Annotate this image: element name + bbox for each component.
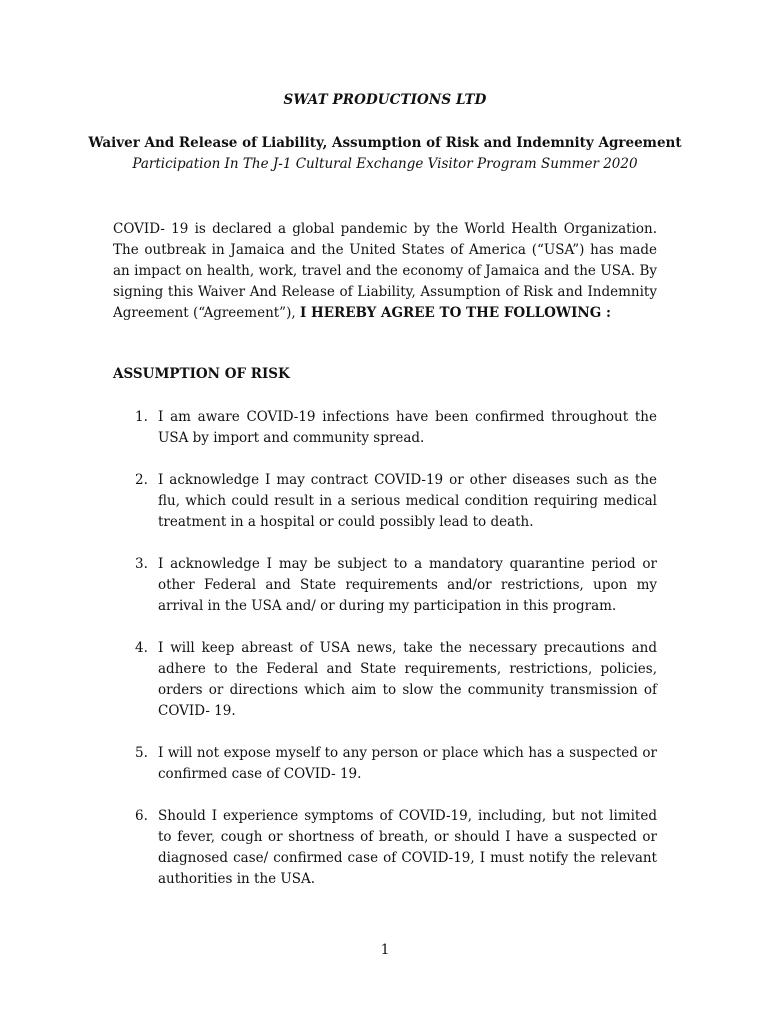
company-name: SWAT PRODUCTIONS LTD: [283, 92, 487, 108]
intro-text: COVID- 19 is declared a global pandemic by the World Health Organization. The outbreak in Jamaica and the United States of America (“USA”) has made an impact on health, work, travel and the economy of Jamaica and the USA. By signing this Waiver And Release of Liability, Assumption of Risk and Indemnity Agreement (“Agreement”),: [113, 221, 657, 321]
list-item-text: Should I experience symptoms of COVID-19, including, but not limited to fever, cough or shortness of breath, or should I have a suspected or diagnosed case/ confirmed case of COVID-19, I must notify the relevant authorities in the USA.: [158, 808, 657, 887]
list-item-number: 5.: [135, 745, 148, 761]
page-number: 1: [380, 942, 390, 958]
list-item: [113, 806, 657, 890]
intro-paragraph: [113, 219, 657, 324]
list-item-number: 1.: [135, 409, 148, 425]
list-item-text: I am aware COVID-19 infections have been confirmed throughout the USA by import and community spread.: [158, 409, 657, 446]
section-heading: ASSUMPTION OF RISK: [113, 366, 290, 382]
list-item-number: 6.: [135, 808, 148, 824]
list-item: [113, 638, 657, 722]
list-item-text: I acknowledge I may contract COVID-19 or other diseases such as the flu, which could result in a serious medical condition requiring medical treatment in a hospital or could possibly lead to death.: [158, 472, 657, 530]
agreement-statement: I HEREBY AGREE TO THE FOLLOWING :: [299, 305, 611, 321]
list-item-text: I will keep abreast of USA news, take the necessary precautions and adhere to the Federal and State requirements, restrictions, policies, orders or directions which aim to slow the community transmission of COVID- 19.: [158, 640, 657, 719]
list-item-number: 3.: [135, 556, 148, 572]
list-item-number: 2.: [135, 472, 148, 488]
list-item: [113, 554, 657, 617]
document-subtitle: Participation In The J-1 Cultural Exchange Visitor Program Summer 2020: [132, 156, 638, 172]
document-title: Waiver And Release of Liability, Assumption of Risk and Indemnity Agreement: [88, 135, 682, 151]
list-item: [113, 470, 657, 533]
list-item-number: 4.: [135, 640, 148, 656]
risk-list: [113, 407, 657, 911]
list-item: [113, 743, 657, 785]
list-item-text: I will not expose myself to any person or place which has a suspected or confirmed case of COVID- 19.: [158, 745, 657, 782]
list-item: [113, 407, 657, 449]
list-item-text: I acknowledge I may be subject to a mandatory quarantine period or other Federal and State requirements and/or restrictions, upon my arrival in the USA and/ or during my participation in this program.: [158, 556, 657, 614]
